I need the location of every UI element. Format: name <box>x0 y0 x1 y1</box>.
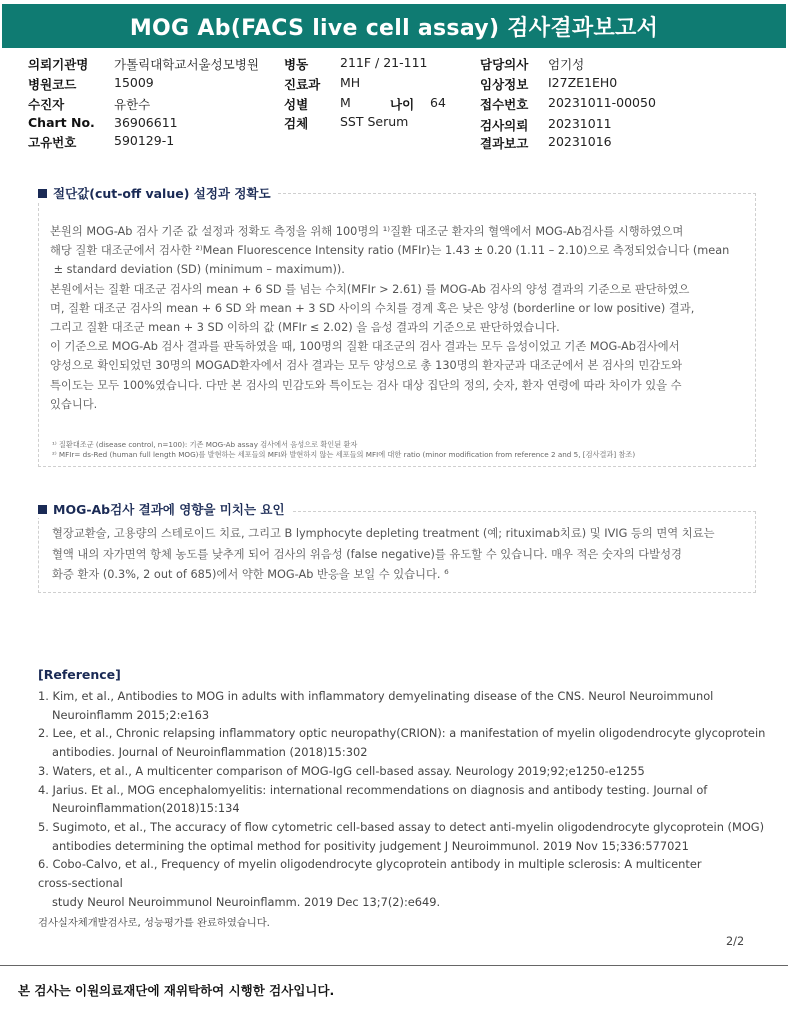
info-label: 담당의사 <box>480 57 529 72</box>
section-title-text: MOG-Ab검사 결과에 영향을 미치는 요인 <box>53 502 285 517</box>
info-label: 나이 <box>390 97 415 112</box>
info-value: 유한수 <box>114 97 151 112</box>
reference-line: 3. Waters, et al., A multicenter comparison of MOG-IgG cell-based assay. Neurology 2019;92;e1250-e1255 <box>38 763 645 778</box>
reference-list <box>38 687 766 911</box>
footnote-2: ²⁾ MFIr= ds-Red (human full length MOG)를 발현하는 세포들의 MFI와 발현하지 않는 세포들의 MFI에 대한 ratio (minor modification from reference 2 and 5, [검사결과] 참조) <box>52 450 636 459</box>
reference-line: 1. Kim, et al., Antibodies to MOG in adults with inflammatory demyelinating disease of the CNS. Neurol Neuroimmunol <box>38 689 714 703</box>
text-line: 혈장교환술, 고용량의 스테로이드 치료, 그리고 B lymphocyte depleting treatment (예; rituximab치료) 및 IVIG 등의 면역 치료는 <box>52 527 715 540</box>
text-line: 화증 환자 (0.3%, 2 out of 685)에서 약한 MOG-Ab 반응을 보일 수 있습니다. ⁶ <box>52 568 449 581</box>
info-value: 36906611 <box>114 115 178 130</box>
info-label: 임상정보 <box>480 77 529 92</box>
reference-line: cross-sectional <box>38 876 123 891</box>
cutoff-paragraph <box>50 222 750 414</box>
reference-line: Neuroinflammation(2018)15:134 <box>52 801 240 816</box>
cutoff-section-title <box>38 184 277 202</box>
reference-line: 4. Jarius. Et al., MOG encephalomyelitis: international recommendations on diagnosis and antibody testing. Journal of <box>38 782 708 797</box>
info-value: M <box>340 95 351 110</box>
text-line: 특이도는 모두 100%였습니다. 다만 본 검사의 민감도와 특이도는 검사 대상 집단의 정의, 숫자, 환자 연령에 따라 차이가 있을 수 <box>50 378 682 392</box>
reference-line: 2. Lee, et al., Chronic relapsing inflammatory optic neuropathy(CRION): a manifestation of myelin oligodendrocyte glycoprotein <box>38 726 766 741</box>
info-value: SST Serum <box>340 114 409 129</box>
info-value: 64 <box>430 95 446 110</box>
text-line: 이 기준으로 MOG-Ab 검사 결과를 판독하였을 때, 100명의 질환 대조군의 검사 결과는 모두 음성이었고 기존 MOG-Ab검사에서 <box>50 340 680 354</box>
info-value: 20231016 <box>548 134 612 149</box>
info-label: 성별 <box>284 97 309 112</box>
factors-paragraph <box>52 524 752 586</box>
square-bullet-icon <box>38 505 47 514</box>
info-value: MH <box>340 75 361 90</box>
info-value: 엄기성 <box>548 57 585 72</box>
divider <box>0 965 788 966</box>
info-value: 590129-1 <box>114 133 175 148</box>
info-label: 결과보고 <box>480 136 529 151</box>
report-header <box>2 4 786 48</box>
text-line: 혈액 내의 자가면역 항체 농도를 낮추게 되어 검사의 위음성 (false negative)를 유도할 수 있습니다. 매우 적은 숫자의 다발성경 <box>52 547 682 561</box>
square-bullet-icon <box>38 189 47 198</box>
info-label: 진료과 <box>284 77 321 92</box>
footnote-1: ¹⁾ 질환대조군 (disease control, n=100): 기존 MOG-Ab assay 검사에서 음성으로 확인된 환자 <box>52 440 358 449</box>
info-value: 가톨릭대학교서울성모병원 <box>114 57 259 72</box>
reference-line: antibodies. Journal of Neuroinflammation (2018)15:302 <box>52 745 368 760</box>
section-title-text: 절단값(cut-off value) 설정과 정확도 <box>53 186 271 201</box>
info-label: 검사의뢰 <box>480 118 529 133</box>
info-value: 15009 <box>114 75 154 90</box>
text-line: 본원에서는 질환 대조군 검사의 mean + 6 SD 를 넘는 수치(MFIr > 2.61) 를 MOG-Ab 검사의 양성 결과의 기준으로 판단하였으 <box>50 282 690 296</box>
text-line: 있습니다. <box>50 397 98 411</box>
text-line: 그리고 질환 대조군 mean + 3 SD 이하의 값 (MFIr ≤ 2.02) 을 음성 결과의 기준으로 판단하였습니다. <box>50 321 560 335</box>
report-title: MOG Ab(FACS live cell assay) 검사결과보고서 <box>129 15 659 41</box>
completion-note: 검사실자체개발검사로, 성능평가를 완료하였습니다. <box>38 917 270 929</box>
bottom-notice: 본 검사는 이원의료재단에 재위탁하여 시행한 검사입니다. <box>18 983 335 998</box>
info-value: 20231011-00050 <box>548 95 656 110</box>
info-value: 211F / 21-111 <box>340 55 428 70</box>
info-label: 병원코드 <box>28 77 77 92</box>
reference-line: study Neurol Neuroimmunol Neuroinflamm. 2019 Dec 13;7(2):e649. <box>52 894 441 909</box>
text-line: 해당 질환 대조군에서 검사한 ²⁾Mean Fluorescence Intensity ratio (MFIr)는 1.43 ± 0.20 (1.11 – 2.10)으로 측정되었습니다 (mean <box>50 244 730 258</box>
info-label: 의뢰기관명 <box>28 57 89 72</box>
info-value: 20231011 <box>548 116 612 131</box>
info-value: I27ZE1EH0 <box>548 75 618 90</box>
info-label: 고유번호 <box>28 135 77 150</box>
reference-line: Neuroinflamm 2015;2:e163 <box>52 707 210 722</box>
reference-title: [Reference] <box>38 667 121 682</box>
info-label: 병동 <box>284 57 309 72</box>
reference-line: antibodies determining the optimal method for positivity judgement J Neuroimmunol. 2019 Nov 15;336:577021 <box>52 838 689 853</box>
info-label: 수진자 <box>28 97 65 112</box>
text-line: ± standard deviation (SD) (minimum – maximum)). <box>50 263 345 277</box>
info-label: 접수번호 <box>480 97 529 112</box>
reference-line: 6. Cobo-Calvo, et al., Frequency of myelin oligodendrocyte glycoprotein antibody in multiple sclerosis: A multicenter <box>38 857 702 872</box>
text-line: 양성으로 확인되었던 30명의 MOGAD환자에서 검사 결과는 모두 양성으로 총 130명의 환자군과 대조군에서 본 검사의 민감도와 <box>50 359 683 373</box>
reference-line: 5. Sugimoto, et al., The accuracy of flow cytometric cell-based assay to detect anti-myelin oligodendrocyte glycoprotein (MOG) <box>38 819 765 834</box>
info-label: Chart No. <box>28 115 95 130</box>
page-number: 2/2 <box>726 935 745 948</box>
text-line: 며, 질환 대조군 검사의 mean + 6 SD 와 mean + 3 SD 사이의 수치를 경계 혹은 낮은 양성 (borderline or low positive) 결과, <box>50 301 695 315</box>
info-label: 검체 <box>284 116 309 131</box>
factors-section-title <box>38 500 291 518</box>
text-line: 본원의 MOG-Ab 검사 기준 값 설정과 정확도 측정을 위해 100명의 ¹⁾질환 대조군 환자의 혈액에서 MOG-Ab검사를 시행하였으며 <box>50 225 684 238</box>
